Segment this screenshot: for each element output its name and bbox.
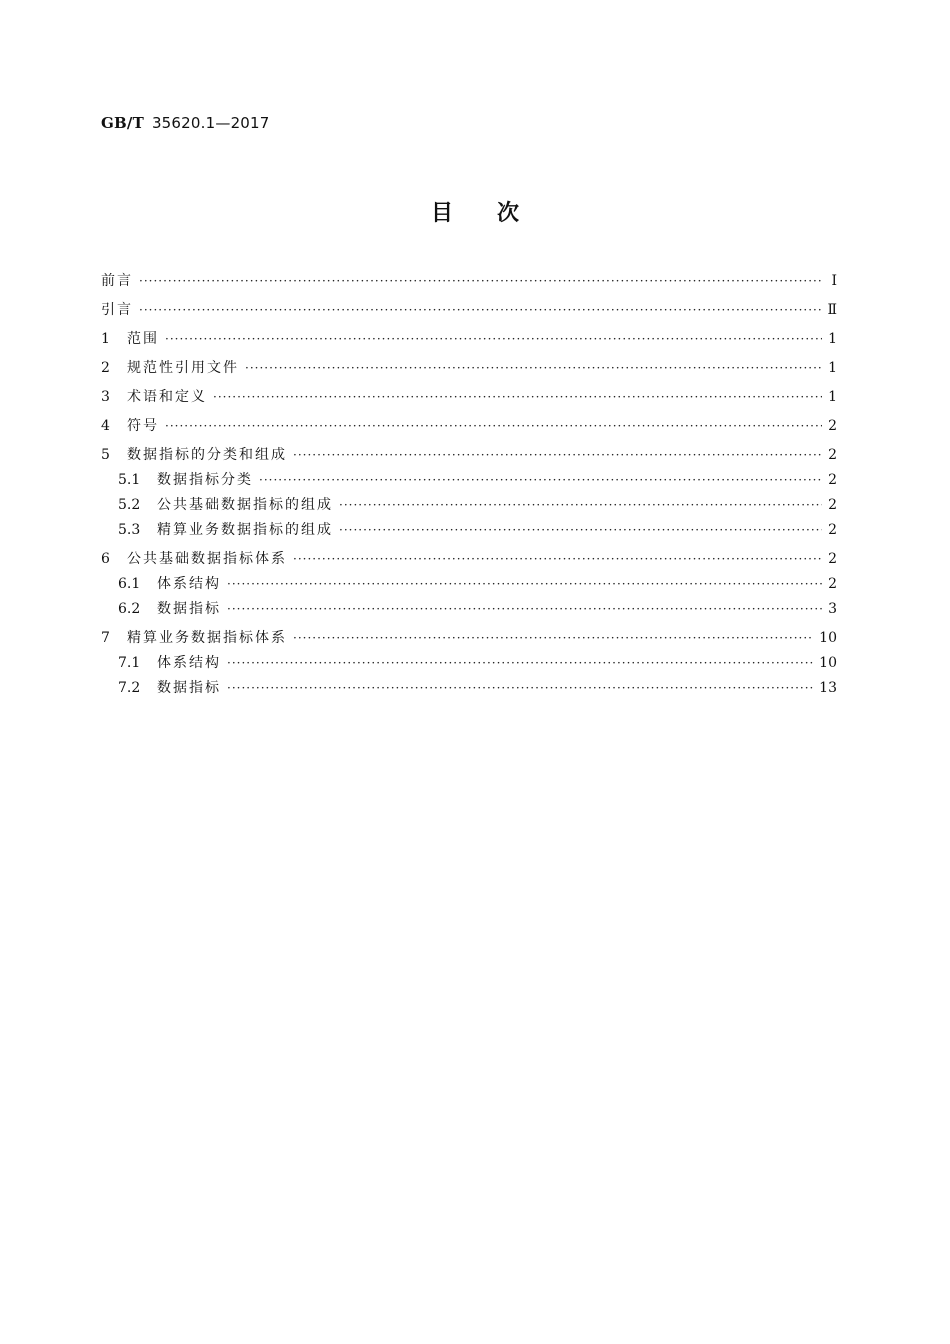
dot-leader <box>139 303 821 317</box>
toc-entry-title: 数据指标 <box>157 601 221 617</box>
toc-heading: 目次 <box>430 201 563 226</box>
toc-entry-5-1[interactable] <box>101 469 837 494</box>
toc-entry-number: 5.3 <box>118 522 141 538</box>
toc-entry-title: 范围 <box>127 331 159 347</box>
dot-leader <box>213 390 822 404</box>
toc-entry-7[interactable] <box>101 627 837 652</box>
toc-entry-page: 2 <box>828 551 837 567</box>
toc-entry-title: 体系结构 <box>157 655 221 671</box>
toc-entry-page: 10 <box>819 630 837 646</box>
toc-entry-number: 7.1 <box>118 655 141 671</box>
standard-number: 35620.1—2017 <box>151 114 270 132</box>
toc-entry-page: 13 <box>819 680 837 696</box>
toc-entry-number: 5 <box>101 447 110 463</box>
toc-entry-page: 3 <box>828 601 837 617</box>
toc-entry-title: 体系结构 <box>157 576 221 592</box>
toc-entry-number: 7 <box>101 630 110 646</box>
document-code <box>101 114 270 132</box>
toc-entry-number: 3 <box>101 389 110 405</box>
dot-leader <box>165 419 822 433</box>
toc-entry-title: 前言 <box>101 273 133 289</box>
toc-entry-title: 数据指标分类 <box>157 472 253 488</box>
toc-entry-5[interactable] <box>101 444 837 469</box>
toc-entry-page: 1 <box>828 331 837 347</box>
toc-entry-title: 数据指标 <box>157 680 221 696</box>
toc-entry-title: 术语和定义 <box>127 389 207 405</box>
toc-entry-3[interactable] <box>101 386 837 411</box>
toc-entry-7-2[interactable] <box>101 677 837 702</box>
dot-leader <box>339 498 822 512</box>
toc-entry-number: 1 <box>101 331 110 347</box>
toc-entry-page: 2 <box>828 418 837 434</box>
table-of-contents <box>101 270 837 702</box>
toc-entry-number: 6.2 <box>118 601 141 617</box>
toc-entry-title: 符号 <box>127 418 159 434</box>
dot-leader <box>293 631 813 645</box>
toc-entry-title: 数据指标的分类和组成 <box>127 447 287 463</box>
toc-entry-1[interactable] <box>101 328 837 353</box>
toc-entry-title: 公共基础数据指标的组成 <box>157 497 333 513</box>
toc-entry-page: 2 <box>828 576 837 592</box>
toc-entry-number: 5.1 <box>118 472 141 488</box>
toc-entry-page: Ⅰ <box>831 273 837 289</box>
dot-leader <box>293 552 822 566</box>
dot-leader <box>165 332 822 346</box>
toc-entry-title: 精算业务数据指标的组成 <box>157 522 333 538</box>
toc-entry-page: 2 <box>828 497 837 513</box>
toc-entry-7-1[interactable] <box>101 652 837 677</box>
toc-entry-number: 6.1 <box>118 576 141 592</box>
toc-entry-foreword[interactable] <box>101 270 837 295</box>
toc-entry-title: 公共基础数据指标体系 <box>127 551 287 567</box>
toc-entry-page: 1 <box>828 389 837 405</box>
toc-entry-number: 4 <box>101 418 110 434</box>
dot-leader <box>293 448 822 462</box>
dot-leader <box>227 681 813 695</box>
toc-entry-number: 5.2 <box>118 497 141 513</box>
dot-leader <box>227 577 822 591</box>
standard-prefix: GB/T <box>101 114 144 132</box>
toc-entry-page: Ⅱ <box>827 302 837 318</box>
toc-entry-introduction[interactable] <box>101 299 837 324</box>
dot-leader <box>139 274 823 288</box>
toc-entry-2[interactable] <box>101 357 837 382</box>
toc-entry-number: 7.2 <box>118 680 141 696</box>
toc-entry-5-3[interactable] <box>101 519 837 544</box>
dot-leader <box>339 523 822 537</box>
toc-entry-5-2[interactable] <box>101 494 837 519</box>
toc-entry-page: 2 <box>828 447 837 463</box>
toc-entry-6-1[interactable] <box>101 573 837 598</box>
toc-entry-page: 1 <box>828 360 837 376</box>
dot-leader <box>245 361 822 375</box>
toc-entry-6-2[interactable] <box>101 598 837 623</box>
toc-entry-page: 2 <box>828 522 837 538</box>
toc-entry-6[interactable] <box>101 548 837 573</box>
toc-entry-page: 10 <box>819 655 837 671</box>
dot-leader <box>227 602 822 616</box>
dot-leader <box>259 473 822 487</box>
dot-leader <box>227 656 813 670</box>
toc-entry-number: 2 <box>101 360 110 376</box>
toc-entry-title: 规范性引用文件 <box>127 360 239 376</box>
toc-entry-page: 2 <box>828 472 837 488</box>
toc-entry-title: 精算业务数据指标体系 <box>127 630 287 646</box>
toc-entry-title: 引言 <box>101 302 133 318</box>
toc-entry-4[interactable] <box>101 415 837 440</box>
toc-entry-number: 6 <box>101 551 110 567</box>
